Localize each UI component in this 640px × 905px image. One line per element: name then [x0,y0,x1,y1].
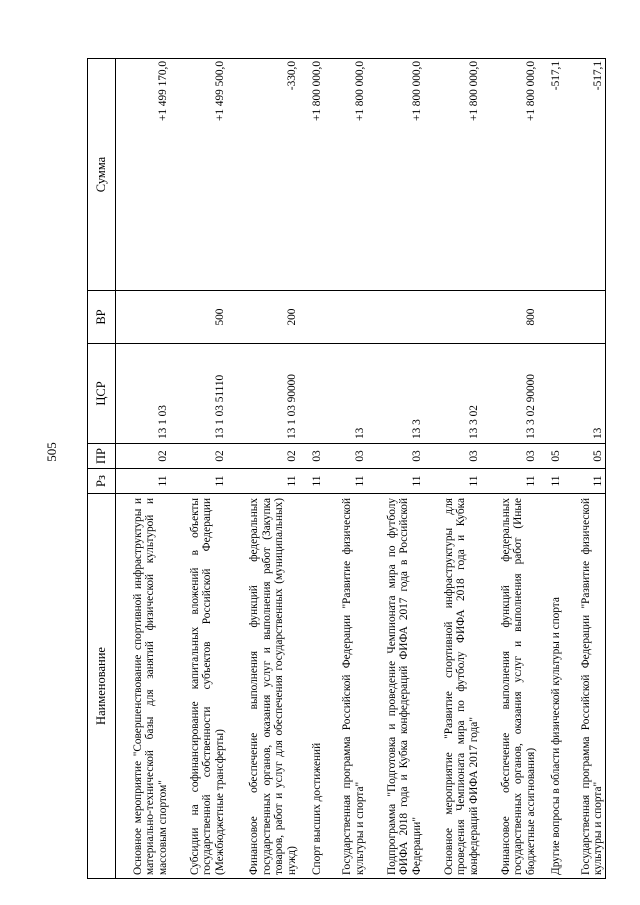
row-rz: 11 [227,469,299,494]
row-pr: 02 [227,444,299,469]
row-sum: -517,1 [549,61,562,91]
row-csr: 13 3 [367,344,424,444]
row-name: Основное мероприятие "Совершенствование спортивной инфраструктуры и материально-технической базы для занятий физической культурой и массовым спортом" [116,494,170,879]
row-pr: 05 [563,444,606,469]
row-sum: +1 499 500,0 [213,61,226,122]
row-pr: 03 [324,444,367,469]
row-pr: 02 [170,444,227,469]
table-row [424,59,481,879]
page-number: 505 [44,442,59,462]
row-csr: 13 3 02 90000 [481,344,538,444]
table-row [563,59,606,879]
row-name: Подпрограмма "Подготовка и проведение Чемпионата мира по футболу ФИФА 2018 года и Кубка конфедераций ФИФА 2017 года в Российской Федерации" [367,494,424,879]
row-vr [538,291,563,344]
header-pr: ПР [88,444,116,469]
budget-table-container [87,59,621,879]
row-vr: 500 [170,291,227,344]
row-sum: +1 800 000,0 [353,61,366,122]
row-name: Субсидии на софинансирование капитальных вложений в объекты государственной собственности субъектов Российской Федерации (Межбюджетные трансферты) [170,494,227,879]
row-name: Основное мероприятие "Развитие спортивной инфраструктуры для проведения Чемпионата мира по футболу ФИФА 2018 года и Кубка конфедераций ФИФА 2017 года" [424,494,481,879]
row-sum: +1 800 000,0 [467,61,480,122]
table-header [88,59,116,879]
table-row [116,59,170,879]
row-rz: 11 [563,469,606,494]
row-vr: 800 [481,291,538,344]
row-name: Государственная программа Российской Федерации "Развитие физической культуры и спорта" [324,494,367,879]
row-pr: 03 [424,444,481,469]
row-name: Другие вопросы в области физической культуры и спорта [538,494,563,879]
header-vr: ВР [88,291,116,344]
table-row [538,59,563,879]
row-vr [299,291,324,344]
row-pr: 03 [299,444,324,469]
row-sum: -330,0 [285,61,298,91]
row-rz: 11 [299,469,324,494]
budget-table [87,58,606,879]
header-name: Наименование [88,494,116,879]
table-row [227,59,299,879]
header-csr: ЦСР [88,344,116,444]
row-csr [299,344,324,444]
row-sum: +1 800 000,0 [310,61,323,122]
row-name: Финансовое обеспечение выполнения функций федеральных государственных органов, оказания услуг и выполнения работ (Иные бюджетные ассигнования) [481,494,538,879]
row-sum: +1 800 000,0 [410,61,423,122]
row-csr: 13 [563,344,606,444]
row-vr: 200 [227,291,299,344]
table-row [367,59,424,879]
row-csr [538,344,563,444]
row-pr: 03 [367,444,424,469]
row-pr: 02 [116,444,170,469]
row-vr [367,291,424,344]
table-row [481,59,538,879]
header-rz: Рз [88,469,116,494]
row-rz: 11 [170,469,227,494]
row-sum: +1 800 000,0 [524,61,537,122]
table-row [299,59,324,879]
row-csr: 13 1 03 51110 [170,344,227,444]
row-rz: 11 [116,469,170,494]
table-row [324,59,367,879]
row-name: Финансовое обеспечение выполнения функций федеральных государственных органов, оказания услуг и выполнения работ (Закупка товаров, работ и услуг для обеспечения государственных (муниципальных) нужд) [227,494,299,879]
row-csr: 13 1 03 90000 [227,344,299,444]
row-rz: 11 [481,469,538,494]
row-csr: 13 3 02 [424,344,481,444]
row-sum: -517,1 [592,61,605,91]
row-rz: 11 [324,469,367,494]
row-sum: +1 499 170,0 [156,61,169,122]
row-name: Спорт высших достижений [299,494,324,879]
row-pr: 03 [481,444,538,469]
row-vr [324,291,367,344]
row-vr [116,291,170,344]
row-rz: 11 [538,469,563,494]
row-vr [563,291,606,344]
table-row [170,59,227,879]
row-rz: 11 [424,469,481,494]
header-sum: Сумма [88,59,116,291]
row-csr: 13 1 03 [116,344,170,444]
row-rz: 11 [367,469,424,494]
row-vr [424,291,481,344]
row-name: Государственная программа Российской Федерации "Развитие физической культуры и спорта" [563,494,606,879]
row-csr: 13 [324,344,367,444]
row-pr: 05 [538,444,563,469]
